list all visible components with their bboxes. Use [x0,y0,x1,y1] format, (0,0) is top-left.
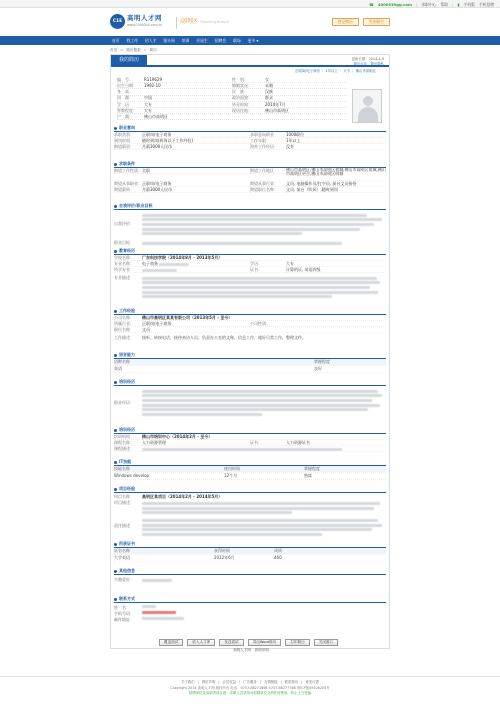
section-bullet-icon [114,250,117,253]
breadcrumb-item[interactable]: 简历搜索 [126,48,141,52]
section-header: 项目经验 [114,486,386,493]
project-description: 项目描述： [114,500,386,516]
field-label: 学 历： [117,101,133,107]
updated-label: 更新日期： [351,57,369,61]
basic-info [117,77,347,120]
language-table-header: 语种名称 掌握程度 [114,359,386,366]
interview-button[interactable]: 覆盖面试 [159,639,183,646]
field-label: 国 籍： [117,95,133,101]
section-training-courses [114,427,386,452]
section-header: 其他信息 [114,568,386,575]
top-link[interactable]: 手机招聘 [478,1,494,7]
review-link[interactable]: 简历点评 [353,62,368,66]
section-header: 职业意向 [114,125,386,132]
field-value: 1992-10 [144,83,161,89]
send-interview-button[interactable]: 发送面试 [219,639,243,646]
field-value: 女 [265,76,269,82]
field-value: 中国 [144,95,152,101]
mobile-icon: ▮ [457,1,460,7]
nav-items [112,38,258,43]
nav-item[interactable]: 猎头网 [163,38,175,43]
footer-link[interactable]: 友情链接 [263,680,278,684]
breadcrumb: 首页 > 简历搜索 > 简历 [110,48,157,52]
table-row: 大学英语 2012年6月 460 [114,555,386,562]
major-description: 专业描述： [114,275,386,300]
basic-row [117,114,347,120]
nav-item-more[interactable]: 更多 ▾ [247,38,259,43]
logo-url: www.0390000.com.cn [127,23,163,27]
post-job-button[interactable]: 发布职位 [363,18,390,26]
print-resume-button[interactable]: 打印简历 [285,639,309,646]
logo-mark: C1E [110,14,125,29]
section-job-requirements [114,161,386,193]
privacy-link[interactable]: 简历隐私 [370,62,384,66]
field-label: 民 族： [232,89,248,95]
field-value: 未婚 [265,83,273,89]
work-grid: 公司名称： 佛山市高明区某某有限公司（2013年5月 - 至今） 所属行业： 正职岗/电子商务 公司性质： 职位名称： 文员 [114,315,386,333]
footer-link[interactable]: 广告服务 [243,680,257,684]
footer-link[interactable]: 网站声明 [201,680,216,684]
header [0,8,500,36]
resume-title-bar [111,55,389,67]
project-responsibility: 责任描述： [114,517,386,537]
section-contact [114,596,386,623]
footer-link[interactable]: 联系我们 [284,680,299,684]
breadcrumb-item[interactable]: 首页 [110,48,118,52]
section-certificates [114,541,386,562]
top-bar [0,0,500,8]
training-grid: 培训机构： 佛山市培训中心（2014年2月 - 至今） 课程名称： 人力资源管理 证书： 人力资源证书 课程描述： [114,434,386,452]
section-bullet-icon [114,598,117,601]
project-name-row: 项目名称： 高明区某项目（2014年2月 - 2014年5月） [114,494,223,499]
section-work-experience [114,308,386,340]
section-bullet-icon [114,354,117,357]
site-signature: 高明人才网 高明求职 [233,648,269,652]
main-nav [0,36,500,45]
register-resume-button[interactable]: 登记简历 [332,18,359,26]
nav-item[interactable]: 找工作 [126,38,138,43]
field-value: R119629 [144,76,163,82]
section-header: 培训经历 [114,427,386,434]
field-value: 佛山市高明区 [265,107,289,113]
resume-title: 我的简历 [111,55,147,65]
section-header: 所获证书 [114,541,386,548]
nav-item[interactable]: 培训 [181,38,190,43]
field-value: 群众 [265,95,273,101]
hobbies-row: 兴趣爱好： [114,577,386,583]
section-bullet-icon [114,127,117,130]
updated-date: 2014-4-9 [368,57,384,61]
section-header: 教育经历 [114,248,386,255]
career-goal-text: 职业目标： [114,240,386,246]
site-logo[interactable] [110,13,230,33]
nav-item[interactable]: 招人才 [144,38,157,43]
resume-tagline: 正职岗/电子商务 ｜ 1年以上 ｜ 大专 ｜ 佛山市高明区 [295,69,376,73]
contact-name-row: 姓 名： [114,605,386,611]
footer-link[interactable]: 会员权益 [222,680,237,684]
section-self-evaluation [114,203,386,247]
resume-meta [352,57,384,67]
training-text: 职业经历： [114,388,386,418]
top-link[interactable]: 手机版 [463,1,475,7]
export-word-button[interactable]: 导出Word简历 [248,639,282,646]
education-grid: 学校名称： 广东科技学院（2014年8月 - 2013年5月） 专业名称： 电子商务 学历： 大专 所学专业： 证书： 计算机证, 英语四级 [114,255,386,273]
section-header: 语言能力 [114,352,386,359]
field-label: 智教程度： [117,107,137,113]
avatar [352,89,382,123]
section-bullet-icon [114,429,117,432]
field-value: 大专 [144,101,152,107]
section-header: 工作经验 [114,308,386,315]
nav-item[interactable]: 招聘会 [214,38,227,43]
section-bullet-icon [114,461,117,464]
it-table-header: 技能名称 使用时间 掌握程度 [114,466,386,473]
field-label: 户 籍： [117,114,133,120]
section-projects [114,486,386,538]
nav-item[interactable]: 首页 [112,38,120,43]
section-education [114,248,386,300]
section-language [114,352,386,373]
site-domain[interactable]: 4000539gg.com [377,1,412,7]
field-value: 佛山市高明区 [144,114,168,120]
logo-title: 高明人才网 [127,14,162,22]
field-label: 编 号： [117,76,133,82]
work-description: 工作描述： 接听、转接电话；接待来访人员；负责办公室的文秘、信息工作，做好日常工作，整理文件。 [114,335,306,340]
section-header: 求职条件 [114,161,386,168]
logo-divider [176,17,177,29]
section-header: 自我评价/职业目标 [114,203,386,210]
table-row: 英语 良好 [114,366,386,373]
top-link[interactable]: 帮助 [440,1,449,7]
section-training [114,379,386,418]
city-name-en: Gaoming Branch [200,20,230,24]
field-label: 出生日期： [117,83,137,89]
section-bullet-icon [114,310,117,313]
footer [0,676,500,707]
section-header: IT技能 [114,459,386,466]
job-req-grid: 期望工作性质： 全职 期望工作地区： 佛山市高明区,佛山市高明区荷城,佛山市高明区荷城,佛山市高明区更合,佛山市高明区明城 期望从事职业： 正职岗/电子商务 期望从事行业： 文员, 电脑操作员/打字员, 前台文员接待 期望薪资： 月薪3000人民币 期望职位名称： 文员, 前台（吹风）,随时到岗 [114,168,386,192]
footer-link[interactable]: 意见反馈 [305,680,319,684]
breadcrumb-item: 简历 [149,48,157,52]
footer-note: 招聘单位及求职者请注意：求职人员请勿向招聘单位交纳任何费用，防止上当受骗 [188,691,312,695]
section-bullet-icon [114,543,117,546]
header-buttons [332,18,390,26]
certs-table-header: 证书名称 获得时间 成绩 [114,548,386,555]
copyright: Copyright 2014 高明人才网 版权所有 电话：0757-88271666 0757-88277788 粤ICP备09108205号 [170,685,330,690]
phone-icon: ☎ [369,1,374,7]
top-bar-right: ☎ 4000539gg.com | 求职中心 帮助 | ▮ 手机版 手机招聘 [369,1,494,7]
section-bullet-icon [114,570,117,573]
city-name: 高明区 [180,18,199,25]
table-row: Windows develop 12个月 熟练 [114,473,386,480]
field-label: 性 别： [232,76,248,82]
section-header: 联系方式 [114,596,386,603]
contact-phone-row: 手机号码： [114,611,386,617]
contact-email-row: 邮件地址： [114,617,386,623]
section-bullet-icon [114,163,117,166]
footer-link[interactable]: 关于我们 [181,680,195,684]
field-label: 毕业时间： [232,101,252,107]
intent-grid: 求职类别： 正职岗/电子商务 求职意向职业： 1000职位 到岗时间： 随时到岗(两周以下工作经验) 工作年限： 1年以上 期望薪资： 月薪3000人民币 海外工作经历： 没有 [114,132,386,150]
nav-item[interactable]: 职场 [233,38,241,43]
section-it-skills [114,459,386,480]
section-bullet-icon [114,205,117,208]
close-window-button[interactable]: 关闭窗口 [314,639,338,646]
top-link[interactable]: 求职中心 [421,1,437,7]
field-label: 身 高： [117,89,133,95]
section-other [114,568,386,583]
add-to-talent-pool-button[interactable]: 收入人才库 [187,639,215,646]
field-value: 大专 [144,107,152,113]
footer-links: 关于我们 | 网站声明 | 会员权益 | 广告服务 | 友情链接 | 联系我们 | 意见反馈 [181,680,319,684]
section-header: 培训经历 [114,379,386,386]
field-value: 汉族 [265,89,273,95]
section-bullet-icon [114,381,117,384]
section-bullet-icon [114,488,117,491]
section-intent [114,125,386,150]
field-label: 婚姻状况： [232,83,252,89]
field-label: 政治面貌： [232,95,252,101]
action-buttons [159,639,338,646]
nav-item[interactable]: 应届生 [196,38,208,43]
self-eval-text: 自我评价： [114,212,386,237]
field-label: 现居住地： [232,107,252,113]
avatar-placeholder-icon [363,96,373,106]
resume-panel [110,54,390,652]
field-value: 2014年7月 [265,101,286,107]
